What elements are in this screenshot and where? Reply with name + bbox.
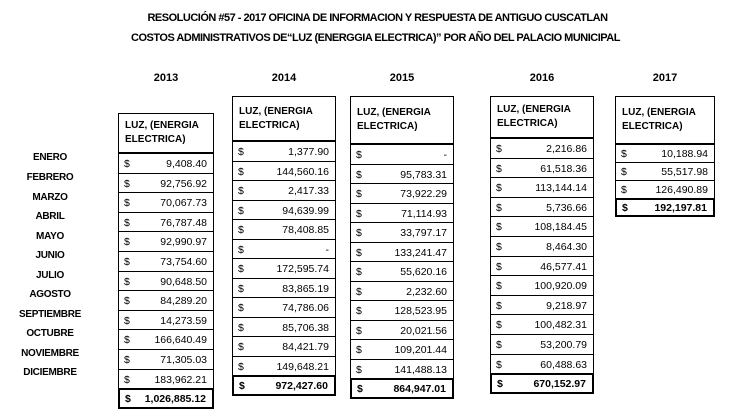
value-cell-2016-12 [490, 354, 594, 375]
currency-symbol: $ [496, 162, 502, 175]
currency-symbol: $ [496, 240, 502, 253]
value-cell-2015-12 [350, 359, 454, 380]
total-amount: 670,152.97 [533, 377, 586, 390]
amount: - [443, 148, 447, 161]
value-cell-2013-5 [118, 231, 214, 252]
amount: 108,184.45 [534, 220, 587, 233]
value-cell-2014-3 [232, 180, 336, 201]
currency-symbol: $ [238, 262, 244, 275]
currency-symbol: $ [356, 363, 362, 376]
month-label-junio: JUNIO [35, 250, 65, 261]
amount: 133,241.47 [394, 246, 447, 259]
currency-symbol: $ [496, 201, 502, 214]
currency-symbol: $ [238, 340, 244, 353]
column-header-2014 [232, 96, 336, 141]
currency-symbol: $ [621, 183, 627, 196]
value-cell-2015-2 [350, 164, 454, 185]
amount: 109,201.44 [394, 343, 447, 356]
amount: 71,305.03 [160, 353, 207, 366]
currency-symbol: $ [124, 294, 130, 307]
month-label-marzo: MARZO [32, 192, 68, 203]
currency-symbol: $ [497, 377, 503, 390]
currency-symbol: $ [356, 246, 362, 259]
currency-symbol: $ [356, 304, 362, 317]
value-cell-2013-1 [118, 153, 214, 174]
amount: 55,517.98 [661, 165, 708, 178]
total-cell-2016 [490, 373, 594, 394]
amount: 92,990.97 [160, 235, 207, 248]
amount: 9,218.97 [546, 299, 587, 312]
value-cell-2014-5 [232, 219, 336, 240]
year-label-2017: 2017 [652, 72, 678, 84]
title-line-2: COSTOS ADMINISTRATIVOS DE“LUZ (ENERGGIA ELECTRICA)” POR AÑO DEL PALACIO MUNICIPAL [131, 32, 620, 44]
column-header-line: LUZ, (ENERGIA [622, 107, 696, 118]
total-cell-2015 [350, 378, 454, 399]
value-cell-2013-10 [118, 329, 214, 350]
amount: 1,377.90 [288, 145, 329, 158]
amount: 55,620.16 [400, 265, 447, 278]
amount: 85,706.38 [282, 321, 329, 334]
currency-symbol: $ [496, 260, 502, 273]
currency-symbol: $ [496, 220, 502, 233]
value-cell-2017-3 [615, 180, 715, 199]
currency-symbol: $ [496, 181, 502, 194]
value-cell-2013-12 [118, 369, 214, 390]
total-amount: 192,197.81 [654, 201, 707, 214]
currency-symbol: $ [496, 279, 502, 292]
amount: 2,232.60 [406, 285, 447, 298]
month-label-agosto: AGOSTO [29, 289, 71, 300]
title-line-1: RESOLUCIÓN #57 - 2017 OFICINA DE INFORMACION Y RESPUESTA DE ANTIGUO CUSCATLAN [147, 12, 608, 24]
currency-symbol: $ [239, 379, 245, 392]
column-header-2013 [118, 113, 214, 153]
value-cell-2013-8 [118, 290, 214, 311]
value-cell-2015-1 [350, 144, 454, 165]
amount: 60,488.63 [540, 358, 587, 371]
total-amount: 1,026,885.12 [144, 392, 206, 405]
value-cell-2013-9 [118, 310, 214, 331]
currency-symbol: $ [621, 165, 627, 178]
currency-symbol: $ [124, 235, 130, 248]
value-cell-2015-3 [350, 183, 454, 204]
value-cell-2014-11 [232, 336, 336, 357]
value-cell-2013-2 [118, 173, 214, 194]
currency-symbol: $ [238, 301, 244, 314]
currency-symbol: $ [124, 157, 130, 170]
currency-symbol: $ [496, 338, 502, 351]
amount: 74,786.06 [282, 301, 329, 314]
month-label-octubre: OCTUBRE [26, 328, 74, 339]
amount: 92,756.92 [160, 177, 207, 190]
month-label-febrero: FEBRERO [26, 172, 74, 183]
value-cell-2016-4 [490, 197, 594, 218]
currency-symbol: $ [124, 373, 130, 386]
currency-symbol: $ [356, 226, 362, 239]
value-cell-2015-5 [350, 222, 454, 243]
currency-symbol: $ [124, 275, 130, 288]
value-cell-2016-5 [490, 216, 594, 237]
amount: 76,787.48 [160, 216, 207, 229]
value-cell-2017-2 [615, 162, 715, 181]
column-header-line: ELECTRICA) [357, 121, 418, 132]
value-cell-2014-12 [232, 356, 336, 377]
amount: 70,067.73 [160, 196, 207, 209]
amount: 84,421.79 [282, 340, 329, 353]
currency-symbol: $ [356, 285, 362, 298]
column-header-line: ELECTRICA) [497, 118, 558, 129]
total-amount: 864,947.01 [393, 382, 446, 395]
value-cell-2016-7 [490, 256, 594, 277]
column-header-2016 [490, 96, 594, 138]
month-label-noviembre: NOVIEMBRE [21, 348, 79, 359]
amount: 2,216.86 [546, 142, 587, 155]
amount: 166,640.49 [154, 333, 207, 346]
currency-symbol: $ [356, 207, 362, 220]
currency-symbol: $ [356, 187, 362, 200]
amount: 20,021.56 [400, 324, 447, 337]
currency-symbol: $ [622, 201, 628, 214]
year-label-2015: 2015 [389, 72, 415, 84]
value-cell-2015-8 [350, 281, 454, 302]
amount: - [325, 243, 329, 256]
amount: 33,797.17 [400, 226, 447, 239]
amount: 149,648.21 [276, 360, 329, 373]
amount: 90,648.50 [160, 275, 207, 288]
amount: 95,783.31 [400, 168, 447, 181]
currency-symbol: $ [496, 358, 502, 371]
total-cell-2017 [615, 198, 715, 217]
amount: 61,518.36 [540, 162, 587, 175]
amount: 100,920.09 [534, 279, 587, 292]
value-cell-2016-2 [490, 158, 594, 179]
total-amount: 972,427.60 [275, 379, 328, 392]
amount: 172,595.74 [276, 262, 329, 275]
amount: 53,200.79 [540, 338, 587, 351]
value-cell-2016-10 [490, 314, 594, 335]
value-cell-2014-8 [232, 278, 336, 299]
currency-symbol: $ [238, 145, 244, 158]
amount: 83,865.19 [282, 282, 329, 295]
value-cell-2014-6 [232, 239, 336, 260]
currency-symbol: $ [238, 360, 244, 373]
column-header-line: LUZ, (ENERGIA [497, 104, 571, 115]
currency-symbol: $ [124, 216, 130, 229]
currency-symbol: $ [125, 392, 131, 405]
value-cell-2013-4 [118, 212, 214, 233]
currency-symbol: $ [496, 318, 502, 331]
currency-symbol: $ [238, 223, 244, 236]
column-header-line: LUZ, (ENERGIA [239, 105, 313, 117]
currency-symbol: $ [238, 243, 244, 256]
amount: 46,577.41 [540, 260, 587, 273]
amount: 183,962.21 [154, 373, 207, 386]
currency-symbol: $ [238, 204, 244, 217]
currency-symbol: $ [124, 196, 130, 209]
amount: 84,289.20 [160, 294, 207, 307]
month-label-abril: ABRIL [35, 211, 65, 222]
year-label-2016: 2016 [529, 72, 555, 84]
column-header-line: ELECTRICA) [622, 121, 683, 132]
value-cell-2013-7 [118, 271, 214, 292]
amount: 128,523.95 [394, 304, 447, 317]
column-header-line: LUZ, (ENERGIA [125, 120, 199, 131]
value-cell-2016-8 [490, 275, 594, 296]
amount: 5,736.66 [546, 201, 587, 214]
amount: 78,408.85 [282, 223, 329, 236]
month-label-mayo: MAYO [36, 231, 64, 242]
amount: 126,490.89 [655, 183, 708, 196]
column-header-line: LUZ, (ENERGIA [357, 107, 431, 118]
currency-symbol: $ [496, 142, 502, 155]
amount: 71,114.93 [401, 207, 447, 220]
amount: 14,273.59 [160, 314, 207, 327]
value-cell-2016-1 [490, 138, 594, 159]
value-cell-2015-4 [350, 203, 454, 224]
currency-symbol: $ [356, 148, 362, 161]
value-cell-2014-9 [232, 297, 336, 318]
year-label-2013: 2013 [153, 72, 179, 84]
value-cell-2015-10 [350, 320, 454, 341]
currency-symbol: $ [238, 184, 244, 197]
currency-symbol: $ [356, 324, 362, 337]
currency-symbol: $ [238, 282, 244, 295]
value-cell-2016-6 [490, 236, 594, 257]
amount: 2,417.33 [288, 184, 329, 197]
value-cell-2013-11 [118, 349, 214, 370]
amount: 144,560.16 [276, 165, 329, 178]
amount: 8,464.30 [546, 240, 587, 253]
value-cell-2014-7 [232, 258, 336, 279]
value-cell-2015-7 [350, 261, 454, 282]
value-cell-2017-1 [615, 144, 715, 163]
currency-symbol: $ [124, 314, 130, 327]
amount: 73,922.29 [400, 187, 447, 200]
total-cell-2014 [232, 375, 336, 396]
value-cell-2013-6 [118, 251, 214, 272]
currency-symbol: $ [238, 165, 244, 178]
currency-symbol: $ [356, 168, 362, 181]
value-cell-2014-1 [232, 141, 336, 162]
currency-symbol: $ [124, 353, 130, 366]
currency-symbol: $ [357, 382, 363, 395]
currency-symbol: $ [356, 265, 362, 278]
currency-symbol: $ [124, 255, 130, 268]
amount: 9,408.40 [166, 157, 207, 170]
total-cell-2013 [118, 388, 214, 409]
column-header-line: ELECTRICA) [125, 134, 186, 145]
year-label-2014: 2014 [271, 72, 297, 84]
month-label-septiembre: SEPTIEMBRE [18, 309, 81, 320]
amount: 100,482.31 [534, 318, 587, 331]
amount: 94,639.99 [282, 204, 329, 217]
month-label-diciembre: DICIEMBRE [23, 367, 77, 378]
currency-symbol: $ [621, 147, 627, 160]
currency-symbol: $ [238, 321, 244, 334]
value-cell-2014-4 [232, 200, 336, 221]
value-cell-2013-3 [118, 192, 214, 213]
amount: 113,144.14 [535, 181, 587, 194]
value-cell-2016-11 [490, 334, 594, 355]
currency-symbol: $ [496, 299, 502, 312]
amount: 73,754.60 [160, 255, 207, 268]
month-label-julio: JULIO [36, 270, 64, 281]
currency-symbol: $ [124, 177, 130, 190]
month-label-enero: ENERO [32, 152, 68, 163]
value-cell-2014-10 [232, 317, 336, 338]
value-cell-2015-6 [350, 242, 454, 263]
column-header-line: ELECTRICA) [239, 119, 300, 131]
value-cell-2016-9 [490, 295, 594, 316]
value-cell-2014-2 [232, 161, 336, 182]
value-cell-2015-11 [350, 339, 454, 360]
value-cell-2015-9 [350, 300, 454, 321]
currency-symbol: $ [356, 343, 362, 356]
amount: 10,188.94 [661, 147, 708, 160]
currency-symbol: $ [124, 333, 130, 346]
column-header-2017 [615, 96, 715, 144]
amount: 141,488.13 [394, 363, 447, 376]
value-cell-2016-3 [490, 177, 594, 198]
column-header-2015 [350, 96, 454, 144]
